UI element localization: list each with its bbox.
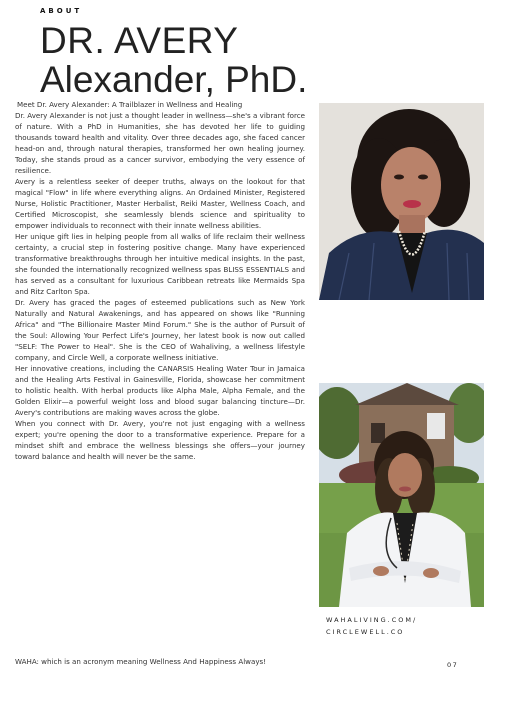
portrait-outdoor-image	[319, 383, 484, 607]
title-line-1: DR. AVERY	[40, 20, 239, 61]
website-links	[326, 614, 417, 639]
article-paragraph: Dr. Avery Alexander is not just a thought leader in wellness—she's a vibrant force of nature. With a PhD in Humanities, she has devoted her life to guiding thousands toward health and vitality. Over three decades ago, she faced cancer head-on and, through natural therapies, transformed her own healing journey. Today, she stands proud as a cancer survivor, embodying the very essence of resilience.	[15, 110, 305, 175]
article-lead: Meet Dr. Avery Alexander: A Trailblazer in Wellness and Healing	[17, 100, 243, 109]
portrait-closeup-image	[319, 103, 484, 300]
article-paragraph: When you connect with Dr. Avery, you're not just engaging with a wellness expert; you're opening the door to a transformative experience. Prepare for a mindset shift and embrace the wellness blessings she offers—your journey toward balance and health will never be the same.	[15, 418, 305, 461]
article-paragraph: Avery is a relentless seeker of deeper truths, always on the lookout for that magical "Flow" in life where everything aligns. An Ordained Minister, Registered Nurse, Holistic Practitioner, Master Herbalist, Reiki Master, Wellness Coach, and Certified Microscopist, she seamlessly blends science and spirituality to empower individuals to reconnect with their innate wellness abilities.	[15, 176, 305, 230]
website-link-circlewell[interactable]: CIRCLEWELL.CO	[326, 628, 405, 637]
article-paragraph: Dr. Avery has graced the pages of esteemed publications such as New York Naturally and Natural Awakenings, and has appeared on shows like "Running Africa" and "The Billionaire Master Mind Forum." She is the author of Pursuit of the Soul: Allowing Your Perfect Life's Journey, her latest book is now out called "SELF: The Power to Heal". She is the CEO of Wahaliving, a wellness lifestyle company, and Circle Well, a corporate wellness initiative.	[15, 297, 305, 362]
article-paragraph: Her unique gift lies in helping people from all walks of life reclaim their wellness certainty, a crucial step in fostering positive change. Many have experienced transformative breakthroughs through her intuitive medical insights. In the past, she founded the internationally recognized wellness spas BLISS ESSENTIALS and has served as a consultant for luxurious Caribbean retreats like Mermaids Spa and Ritz Carlton Spa.	[15, 231, 305, 296]
page-title	[40, 22, 307, 98]
footer-note: WAHA: which is an acronym meaning Wellness And Happiness Always!	[15, 657, 267, 666]
portrait-photo-closeup	[319, 103, 484, 300]
section-eyebrow: ABOUT	[40, 7, 83, 15]
page-number: 07	[447, 661, 459, 669]
article-paragraph: Her innovative creations, including the CANARSIS Healing Water Tour in Jamaica and the Healing Arts Festival in Gainesville, Florida, showcase her commitment to holistic health. With herbal products like Alpha Male, Alpha Female, and the Golden Elixir—a powerful weight loss and blood sugar balancing tincture—Dr. Avery's contributions are making waves across the globe.	[15, 363, 305, 417]
website-link-wahaliving[interactable]: WAHALIVING.COM/	[326, 616, 418, 624]
article-body	[15, 100, 305, 462]
portrait-photo-outdoor	[319, 383, 484, 607]
title-line-2: Alexander, PhD.	[40, 59, 308, 100]
